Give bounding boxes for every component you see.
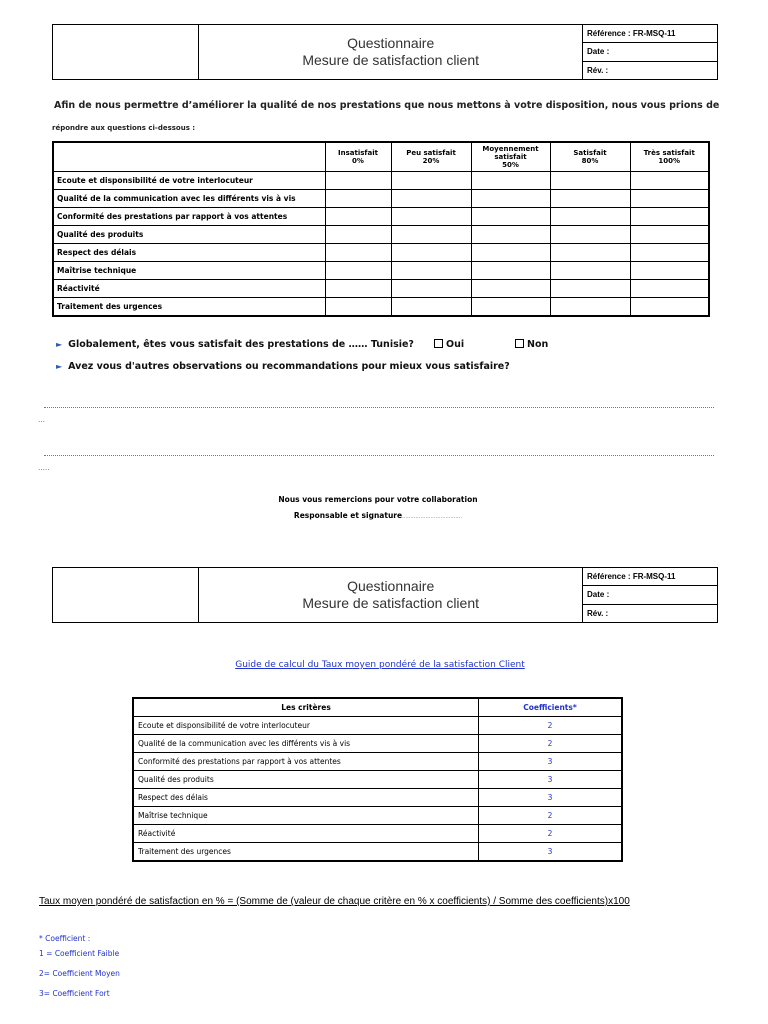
satisfaction-header-row <box>53 142 709 172</box>
checkbox-icon[interactable] <box>434 339 443 348</box>
rating-cell[interactable] <box>471 262 550 280</box>
header-empty-cell <box>53 142 325 172</box>
criterion-label: Qualité des produits <box>53 226 325 244</box>
rating-cell[interactable] <box>325 208 391 226</box>
column-insatisfait: Insatisfait 0% <box>325 142 391 172</box>
intro-text-line-2: répondre aux questions ci-dessous : <box>52 124 196 132</box>
table-row <box>53 172 709 190</box>
rating-cell[interactable] <box>325 280 391 298</box>
rating-cell[interactable] <box>471 226 550 244</box>
rating-cell[interactable] <box>550 280 630 298</box>
rating-cell[interactable] <box>391 262 471 280</box>
signature-line: Responsable et signature……………………………… <box>293 511 463 520</box>
coefficient-note-1: 1 = Coefficient Faible <box>39 949 120 958</box>
reference-cell: Référence : FR-MSQ-11 <box>583 25 718 43</box>
coefficient-note-3: 3= Coefficient Fort <box>39 989 110 998</box>
table-row <box>133 807 622 825</box>
criterion-label: Réactivité <box>53 280 325 298</box>
checkbox-non[interactable]: Non <box>515 339 548 350</box>
rating-cell[interactable] <box>471 208 550 226</box>
criterion-label: Qualité des produits <box>133 771 479 789</box>
revision-cell: Rév. : <box>583 61 718 79</box>
triangle-bullet-icon: ► <box>56 362 63 371</box>
coefficient-value: 2 <box>479 807 623 825</box>
criterion-label: Traitement des urgences <box>133 843 479 862</box>
answer-line-1[interactable] <box>44 407 714 408</box>
table-row <box>133 825 622 843</box>
table-row <box>53 262 709 280</box>
answer-line-1-continuation: … <box>38 416 45 424</box>
rating-cell[interactable] <box>471 172 550 190</box>
criterion-label: Respect des délais <box>53 244 325 262</box>
coefficients-table <box>132 697 623 862</box>
criterion-label: Qualité de la communication avec les différents vis à vis <box>133 735 479 753</box>
criterion-label: Ecoute et disponsibilité de votre interlocuteur <box>53 172 325 190</box>
coefficient-value: 3 <box>479 771 623 789</box>
signature-dots[interactable]: ……………………………… <box>402 514 463 520</box>
date-cell: Date : <box>583 43 718 61</box>
rating-cell[interactable] <box>630 280 709 298</box>
rating-cell[interactable] <box>550 208 630 226</box>
rating-cell[interactable] <box>391 298 471 317</box>
coefficient-value: 3 <box>479 753 623 771</box>
coefficient-note-title: * Coefficient : <box>39 934 91 943</box>
rating-cell[interactable] <box>630 244 709 262</box>
coefficient-value: 2 <box>479 735 623 753</box>
rating-cell[interactable] <box>630 208 709 226</box>
header-block <box>52 24 718 80</box>
rating-cell[interactable] <box>550 244 630 262</box>
rating-cell[interactable] <box>325 226 391 244</box>
criterion-label: Traitement des urgences <box>53 298 325 317</box>
rating-cell[interactable] <box>391 244 471 262</box>
table-row <box>133 735 622 753</box>
table-row <box>53 208 709 226</box>
criterion-label: Maîtrise technique <box>53 262 325 280</box>
title-line-2: Mesure de satisfaction client <box>302 595 479 611</box>
answer-line-2-continuation: ….. <box>38 464 50 472</box>
coefficient-value: 2 <box>479 825 623 843</box>
rating-cell[interactable] <box>550 190 630 208</box>
date-cell: Date : <box>583 586 718 604</box>
intro-text-line-1: Afin de nous permettre d’améliorer la qualité de nos prestations que nous mettons à votre disposition, nous vous prions de <box>54 100 720 111</box>
table-row <box>53 190 709 208</box>
column-moyennement-satisfait: Moyennement satisfait 50% <box>471 142 550 172</box>
rating-cell[interactable] <box>550 172 630 190</box>
table-row <box>53 298 709 317</box>
title-line-2: Mesure de satisfaction client <box>302 52 479 68</box>
question-observations: ► Avez vous d'autres observations ou recommandations pour mieux vous satisfaire? <box>56 361 510 372</box>
table-row <box>133 753 622 771</box>
rating-cell[interactable] <box>325 262 391 280</box>
column-tres-satisfait: Très satisfait 100% <box>630 142 709 172</box>
formula-text: Taux moyen pondéré de satisfaction en % = (Somme de (valeur de chaque critère en % x coefficients) / Somme des coefficients)x100 <box>39 896 630 907</box>
reference-cell: Référence : FR-MSQ-11 <box>583 568 718 586</box>
rating-cell[interactable] <box>325 172 391 190</box>
coefficient-value: 3 <box>479 789 623 807</box>
rating-cell[interactable] <box>325 298 391 317</box>
document-title <box>199 25 583 80</box>
rating-cell[interactable] <box>630 262 709 280</box>
rating-cell[interactable] <box>550 298 630 317</box>
triangle-bullet-icon: ► <box>56 340 63 349</box>
revision-cell: Rév. : <box>583 604 718 622</box>
rating-cell[interactable] <box>325 190 391 208</box>
rating-cell[interactable] <box>391 172 471 190</box>
checkbox-oui[interactable]: Oui <box>434 339 464 350</box>
rating-cell[interactable] <box>471 190 550 208</box>
coefficient-note-2: 2= Coefficient Moyen <box>39 969 120 978</box>
rating-cell[interactable] <box>391 280 471 298</box>
criterion-label: Réactivité <box>133 825 479 843</box>
rating-cell[interactable] <box>550 262 630 280</box>
criterion-label: Conformité des prestations par rapport à vos attentes <box>133 753 479 771</box>
rating-cell[interactable] <box>471 298 550 317</box>
document-title <box>199 568 583 623</box>
rating-cell[interactable] <box>550 226 630 244</box>
rating-cell[interactable] <box>471 244 550 262</box>
coefficient-value: 2 <box>479 717 623 735</box>
criterion-label: Ecoute et disponsibilité de votre interlocuteur <box>133 717 479 735</box>
header-criteres: Les critères <box>133 698 479 717</box>
rating-cell[interactable] <box>391 208 471 226</box>
rating-cell[interactable] <box>391 226 471 244</box>
rating-cell[interactable] <box>630 190 709 208</box>
answer-line-2[interactable] <box>44 455 714 456</box>
question-global-satisfaction: ► Globalement, êtes vous satisfait des prestations de …… Tunisie? <box>56 339 414 350</box>
logo-cell <box>53 568 199 623</box>
checkbox-icon[interactable] <box>515 339 524 348</box>
rating-cell[interactable] <box>325 244 391 262</box>
rating-cell[interactable] <box>471 280 550 298</box>
table-row <box>133 843 622 862</box>
thanks-text: Nous vous remercions pour votre collaboration <box>278 495 478 504</box>
criterion-label: Qualité de la communication avec les différents vis à vis <box>53 190 325 208</box>
coefficient-value: 3 <box>479 843 623 862</box>
criterion-label: Maîtrise technique <box>133 807 479 825</box>
header-block-2 <box>52 567 718 623</box>
logo-cell <box>53 25 199 80</box>
title-line-1: Questionnaire <box>347 578 435 594</box>
satisfaction-table <box>52 141 710 317</box>
criterion-label: Conformité des prestations par rapport à vos attentes <box>53 208 325 226</box>
title-line-1: Questionnaire <box>347 35 435 51</box>
table-row <box>53 244 709 262</box>
header-coefficients: Coefficients* <box>479 698 623 717</box>
table-row <box>133 789 622 807</box>
rating-cell[interactable] <box>630 226 709 244</box>
table-row <box>53 280 709 298</box>
coef-header-row <box>133 698 622 717</box>
rating-cell[interactable] <box>630 172 709 190</box>
criterion-label: Respect des délais <box>133 789 479 807</box>
rating-cell[interactable] <box>630 298 709 317</box>
table-row <box>133 717 622 735</box>
column-satisfait: Satisfait 80% <box>550 142 630 172</box>
table-row <box>53 226 709 244</box>
column-peu-satisfait: Peu satisfait 20% <box>391 142 471 172</box>
table-row <box>133 771 622 789</box>
guide-title-link[interactable]: Guide de calcul du Taux moyen pondéré de la satisfaction Client <box>235 660 525 670</box>
rating-cell[interactable] <box>391 190 471 208</box>
